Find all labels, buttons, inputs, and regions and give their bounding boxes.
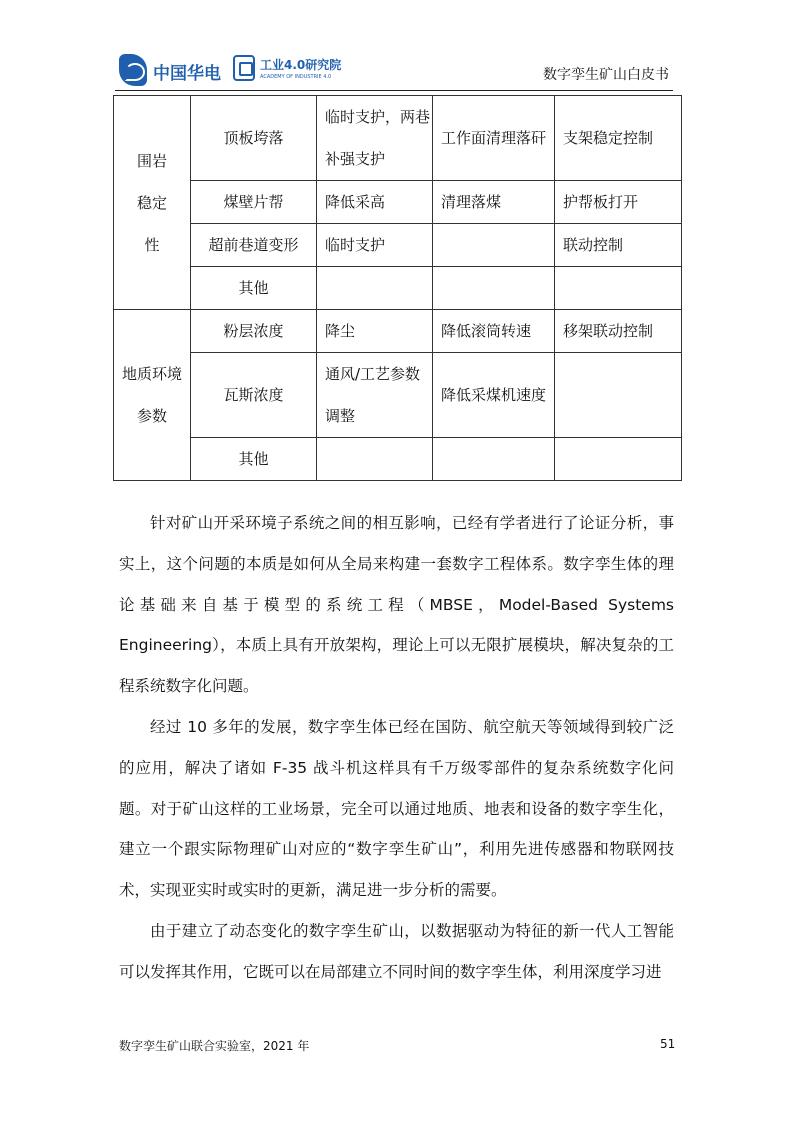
table-row: [114, 267, 682, 310]
factor-cell: 瓦斯浓度: [191, 353, 317, 438]
factor-cell: 其他: [191, 438, 317, 481]
measure-cell: 工作面清理落矸: [433, 96, 555, 181]
factor-cell: 超前巷道变形: [191, 224, 317, 267]
academy-emblem-icon: [233, 55, 255, 81]
table-row: [114, 181, 682, 224]
control-cell: 支架稳定控制: [555, 96, 682, 181]
measure-cell: [433, 224, 555, 267]
control-cell: 护帮板打开: [555, 181, 682, 224]
body-text: [119, 503, 674, 993]
category-cell: [114, 96, 191, 310]
factor-cell: 粉层浓度: [191, 310, 317, 353]
measure-cell: 清理落煤: [433, 181, 555, 224]
measure-cell: 降低采高: [317, 181, 433, 224]
page-header: [115, 52, 673, 92]
page-number: 51: [660, 1037, 676, 1051]
control-cell: [555, 353, 682, 438]
measure-cell: 降低采煤机速度: [433, 353, 555, 438]
measure-cell: [433, 438, 555, 481]
academy-logo: [233, 54, 342, 86]
table-row: [114, 310, 682, 353]
control-cell: 移架联动控制: [555, 310, 682, 353]
category-label: 围岩稳定性: [136, 151, 167, 254]
academy-logo-title: 工业4.0研究院: [260, 58, 342, 72]
measure-cell: [317, 438, 433, 481]
paragraph: 由于建立了动态变化的数字孪生矿山，以数据驱动为特征的新一代人工智能可以发挥其作用，它既可以在局部建立不同时间的数字孪生体，利用深度学习进: [119, 921, 674, 981]
table-row: [114, 438, 682, 481]
measure-cell: 通风/工艺参数调整: [317, 353, 433, 438]
control-cell: [555, 267, 682, 310]
footer-source: 数字孪生矿山联合实验室，2021 年: [119, 1039, 310, 1053]
table-row: [114, 96, 682, 181]
paragraph: 经过 10 多年的发展，数字孪生体已经在国防、航空航天等领域得到较广泛的应用，解决了诸如 F-35 战斗机这样具有千万级零部件的复杂系统数字化问题。对于矿山这样的工业场景，完全可以通过地质、地表和设备的数字孪生化，建立一个跟实际物理矿山对应的“数字孪生矿山”，利用先进传感器和物联网技术，实现亚实时或实时的更新，满足进一步分析的需要。: [119, 717, 674, 900]
huadian-logo-text: 中国华电: [153, 64, 221, 84]
header-divider: [115, 90, 673, 91]
factor-cell: 顶板垮落: [191, 96, 317, 181]
category-label: 地质环境参数: [121, 365, 182, 425]
category-cell: [114, 310, 191, 481]
factor-cell: 其他: [191, 267, 317, 310]
measure-cell: 临时支护，两巷补强支护: [317, 96, 433, 181]
document-title: 数字孪生矿山白皮书: [543, 67, 669, 83]
table-row: [114, 224, 682, 267]
control-cell: 联动控制: [555, 224, 682, 267]
hazard-control-table: [113, 95, 682, 481]
measure-cell: 降低滚筒转速: [433, 310, 555, 353]
huadian-logo: [119, 54, 223, 86]
paragraph: 针对矿山开采环境子系统之间的相互影响，已经有学者进行了论证分析，事实上，这个问题的本质是如何从全局来构建一套数字工程体系。数字孪生体的理论基础来自基于模型的系统工程（MBSE，Model-Based Systems Engineering），本质上具有开放架构，理论上可以无限扩展模块，解决复杂的工程系统数字化问题。: [119, 514, 674, 696]
measure-cell: 降尘: [317, 310, 433, 353]
factor-cell: 煤壁片帮: [191, 181, 317, 224]
measure-cell: [317, 267, 433, 310]
table-row: [114, 353, 682, 438]
measure-cell: 临时支护: [317, 224, 433, 267]
academy-logo-subtitle: ACADEMY OF INDUSTRIE 4.0: [260, 74, 332, 80]
control-cell: [555, 438, 682, 481]
huadian-emblem-icon: [119, 54, 147, 86]
measure-cell: [433, 267, 555, 310]
